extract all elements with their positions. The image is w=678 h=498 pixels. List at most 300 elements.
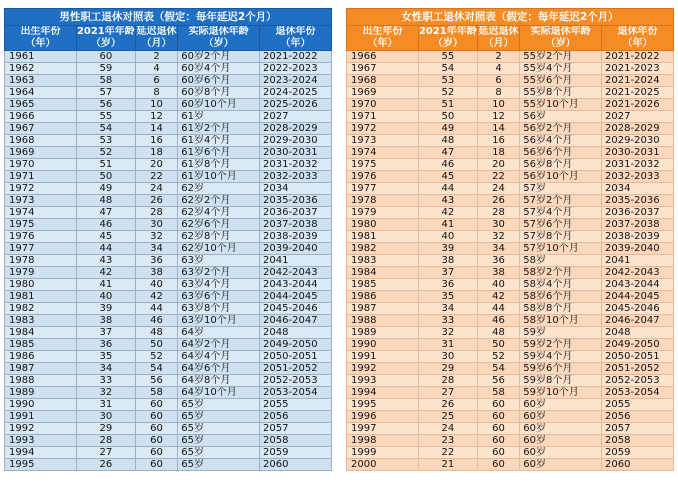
table-row (5, 303, 332, 315)
birth-year-cell: 1967 (347, 63, 419, 75)
table-row (5, 195, 332, 207)
table-row (347, 207, 674, 219)
delay-months-cell: 36 (477, 255, 520, 267)
table-row (5, 315, 332, 327)
actual-age-cell: 64岁10个月 (178, 387, 260, 399)
delay-months-cell: 26 (477, 195, 520, 207)
actual-age-cell: 64岁8个月 (178, 375, 260, 387)
age-2021-cell: 26 (76, 459, 135, 471)
birth-year-cell: 1985 (5, 339, 77, 351)
delay-months-cell: 22 (135, 171, 178, 183)
delay-months-cell: 48 (477, 327, 520, 339)
birth-year-cell: 1983 (347, 255, 419, 267)
actual-age-cell: 56岁2个月 (520, 123, 602, 135)
birth-year-cell: 1970 (5, 159, 77, 171)
retire-year-cell: 2053-2054 (260, 387, 332, 399)
table-row (5, 279, 332, 291)
table-row (347, 447, 674, 459)
age-2021-cell: 54 (418, 63, 477, 75)
age-2021-cell: 29 (418, 363, 477, 375)
table-row (347, 195, 674, 207)
actual-age-cell: 64岁 (178, 327, 260, 339)
table-row (347, 159, 674, 171)
table-row (5, 267, 332, 279)
table-row (5, 99, 332, 111)
age-2021-cell: 34 (418, 303, 477, 315)
delay-months-cell: 58 (135, 387, 178, 399)
age-2021-cell: 36 (76, 339, 135, 351)
delay-months-cell: 40 (135, 279, 178, 291)
col-header-age-2021: 2021年年龄 （岁） (76, 26, 135, 49)
birth-year-cell: 1975 (347, 159, 419, 171)
birth-year-cell: 1966 (5, 111, 77, 123)
birth-year-cell: 1992 (5, 423, 77, 435)
retire-year-cell: 2032-2033 (260, 171, 332, 183)
birth-year-cell: 1974 (5, 207, 77, 219)
delay-months-cell: 60 (477, 399, 520, 411)
delay-months-cell: 38 (477, 267, 520, 279)
delay-months-cell: 32 (477, 231, 520, 243)
delay-months-cell: 16 (477, 135, 520, 147)
table-row (347, 171, 674, 183)
age-2021-cell: 59 (76, 63, 135, 75)
actual-age-cell: 56岁8个月 (520, 159, 602, 171)
birth-year-cell: 1998 (347, 435, 419, 447)
actual-age-cell: 62岁8个月 (178, 231, 260, 243)
actual-age-cell: 62岁2个月 (178, 195, 260, 207)
retire-year-cell: 2021-2022 (260, 51, 332, 63)
table-row (347, 363, 674, 375)
actual-age-cell: 62岁4个月 (178, 207, 260, 219)
birth-year-cell: 1990 (347, 339, 419, 351)
birth-year-cell: 1970 (347, 99, 419, 111)
birth-year-cell: 1995 (5, 459, 77, 471)
retire-year-cell: 2034 (602, 183, 674, 195)
age-2021-cell: 46 (418, 159, 477, 171)
delay-months-cell: 60 (477, 435, 520, 447)
age-2021-cell: 27 (76, 447, 135, 459)
age-2021-cell: 26 (418, 399, 477, 411)
actual-age-cell: 65岁 (178, 423, 260, 435)
table-row (347, 243, 674, 255)
birth-year-cell: 1978 (347, 195, 419, 207)
actual-age-cell: 60岁 (520, 411, 602, 423)
retire-year-cell: 2053-2054 (602, 387, 674, 399)
retire-year-cell: 2059 (260, 447, 332, 459)
retire-year-cell: 2037-2038 (602, 219, 674, 231)
age-2021-cell: 44 (76, 243, 135, 255)
age-2021-cell: 40 (76, 291, 135, 303)
birth-year-cell: 1989 (5, 387, 77, 399)
retire-year-cell: 2050-2051 (602, 351, 674, 363)
birth-year-cell: 1972 (5, 183, 77, 195)
birth-year-cell: 1984 (5, 327, 77, 339)
retire-year-cell: 2021-2022 (602, 51, 674, 63)
table-row (347, 231, 674, 243)
actual-age-cell: 56岁 (520, 111, 602, 123)
age-2021-cell: 33 (418, 315, 477, 327)
retire-year-cell: 2028-2029 (602, 123, 674, 135)
table-row (347, 423, 674, 435)
retire-year-cell: 2056 (602, 411, 674, 423)
delay-months-cell: 54 (477, 363, 520, 375)
age-2021-cell: 36 (418, 279, 477, 291)
birth-year-cell: 1987 (347, 303, 419, 315)
birth-year-cell: 1969 (347, 87, 419, 99)
table-row (347, 99, 674, 111)
actual-age-cell: 62岁6个月 (178, 219, 260, 231)
delay-months-cell: 46 (477, 315, 520, 327)
age-2021-cell: 50 (418, 111, 477, 123)
birth-year-cell: 1995 (347, 399, 419, 411)
age-2021-cell: 34 (76, 363, 135, 375)
actual-age-cell: 60岁2个月 (178, 51, 260, 63)
age-2021-cell: 50 (76, 171, 135, 183)
birth-year-cell: 1978 (5, 255, 77, 267)
age-2021-cell: 30 (418, 351, 477, 363)
retire-year-cell: 2045-2046 (260, 303, 332, 315)
birth-year-cell: 1991 (5, 411, 77, 423)
retire-year-cell: 2038-2039 (260, 231, 332, 243)
birth-year-cell: 1985 (347, 279, 419, 291)
actual-age-cell: 63岁10个月 (178, 315, 260, 327)
age-2021-cell: 45 (418, 171, 477, 183)
delay-months-cell: 28 (135, 207, 178, 219)
actual-age-cell: 60岁 (520, 423, 602, 435)
delay-months-cell: 24 (477, 183, 520, 195)
actual-age-cell: 61岁4个月 (178, 135, 260, 147)
actual-age-cell: 57岁4个月 (520, 207, 602, 219)
table-row (5, 243, 332, 255)
retire-year-cell: 2021-2025 (602, 87, 674, 99)
actual-age-cell: 60岁8个月 (178, 87, 260, 99)
retire-year-cell: 2022-2023 (260, 63, 332, 75)
birth-year-cell: 1989 (347, 327, 419, 339)
retire-year-cell: 2046-2047 (602, 315, 674, 327)
actual-age-cell: 57岁6个月 (520, 219, 602, 231)
actual-age-cell: 59岁 (520, 327, 602, 339)
birth-year-cell: 1980 (347, 219, 419, 231)
age-2021-cell: 53 (76, 135, 135, 147)
birth-year-cell: 1971 (5, 171, 77, 183)
table-row (5, 327, 332, 339)
delay-months-cell: 44 (135, 303, 178, 315)
birth-year-cell: 1999 (347, 447, 419, 459)
table-row (5, 435, 332, 447)
birth-year-cell: 1980 (5, 279, 77, 291)
retire-year-cell: 2052-2053 (260, 375, 332, 387)
actual-age-cell: 57岁 (520, 183, 602, 195)
birth-year-cell: 2000 (347, 459, 419, 471)
actual-age-cell: 56岁10个月 (520, 171, 602, 183)
retire-year-cell: 2050-2051 (260, 351, 332, 363)
birth-year-cell: 1977 (5, 243, 77, 255)
age-2021-cell: 28 (76, 435, 135, 447)
female-retirement-table (346, 8, 674, 471)
male-table-body (5, 51, 332, 471)
retire-year-cell: 2060 (260, 459, 332, 471)
age-2021-cell: 38 (76, 315, 135, 327)
actual-age-cell: 60岁6个月 (178, 75, 260, 87)
actual-age-cell: 61岁 (178, 111, 260, 123)
age-2021-cell: 35 (418, 291, 477, 303)
table-row (5, 183, 332, 195)
retire-year-cell: 2027 (602, 111, 674, 123)
table-row (5, 135, 332, 147)
age-2021-cell: 56 (76, 99, 135, 111)
age-2021-cell: 49 (76, 183, 135, 195)
retire-year-cell: 2042-2043 (260, 267, 332, 279)
table-row (347, 411, 674, 423)
delay-months-cell: 42 (477, 291, 520, 303)
retire-year-cell: 2034 (260, 183, 332, 195)
table-row (5, 147, 332, 159)
delay-months-cell: 50 (135, 339, 178, 351)
delay-months-cell: 60 (135, 447, 178, 459)
delay-months-cell: 2 (135, 51, 178, 63)
delay-months-cell: 60 (477, 423, 520, 435)
age-2021-cell: 42 (76, 267, 135, 279)
age-2021-cell: 31 (418, 339, 477, 351)
age-2021-cell: 37 (418, 267, 477, 279)
col-header-retire-year: 退休年份 （年） (260, 26, 332, 51)
age-2021-cell: 49 (418, 123, 477, 135)
delay-months-cell: 58 (477, 387, 520, 399)
delay-months-cell: 18 (135, 147, 178, 159)
delay-months-cell: 26 (135, 195, 178, 207)
age-2021-cell: 38 (418, 255, 477, 267)
birth-year-cell: 1976 (347, 171, 419, 183)
actual-age-cell: 64岁4个月 (178, 351, 260, 363)
table-row (347, 51, 674, 63)
table-row (5, 171, 332, 183)
retire-year-cell: 2044-2045 (260, 291, 332, 303)
table-row (5, 399, 332, 411)
birth-year-cell: 1967 (5, 123, 77, 135)
retire-year-cell: 2055 (602, 399, 674, 411)
age-2021-cell: 43 (76, 255, 135, 267)
age-2021-cell: 39 (418, 243, 477, 255)
table-row (347, 459, 674, 471)
birth-year-cell: 1986 (5, 351, 77, 363)
delay-months-cell: 6 (477, 75, 520, 87)
retire-year-cell: 2045-2046 (602, 303, 674, 315)
delay-months-cell: 16 (135, 135, 178, 147)
table-row (347, 183, 674, 195)
table-row (347, 147, 674, 159)
actual-age-cell: 59岁10个月 (520, 387, 602, 399)
table-row (5, 423, 332, 435)
retire-year-cell: 2028-2029 (260, 123, 332, 135)
retire-year-cell: 2031-2032 (260, 159, 332, 171)
actual-age-cell: 59岁8个月 (520, 375, 602, 387)
birth-year-cell: 1964 (5, 87, 77, 99)
table-row (347, 351, 674, 363)
retire-year-cell: 2057 (260, 423, 332, 435)
birth-year-cell: 1981 (5, 291, 77, 303)
delay-months-cell: 60 (477, 411, 520, 423)
delay-months-cell: 36 (135, 255, 178, 267)
actual-age-cell: 57岁8个月 (520, 231, 602, 243)
delay-months-cell: 34 (477, 243, 520, 255)
delay-months-cell: 56 (135, 375, 178, 387)
birth-year-cell: 1979 (5, 267, 77, 279)
table-row (5, 447, 332, 459)
table-row (347, 135, 674, 147)
retire-year-cell: 2021-2026 (602, 99, 674, 111)
retire-year-cell: 2021-2024 (602, 75, 674, 87)
actual-age-cell: 55岁10个月 (520, 99, 602, 111)
delay-months-cell: 42 (135, 291, 178, 303)
actual-age-cell: 58岁 (520, 255, 602, 267)
birth-year-cell: 1973 (5, 195, 77, 207)
actual-age-cell: 58岁8个月 (520, 303, 602, 315)
age-2021-cell: 28 (418, 375, 477, 387)
delay-months-cell: 24 (135, 183, 178, 195)
actual-age-cell: 60岁 (520, 435, 602, 447)
actual-age-cell: 65岁 (178, 447, 260, 459)
table-row (347, 279, 674, 291)
birth-year-cell: 1969 (5, 147, 77, 159)
table-row (347, 387, 674, 399)
delay-months-cell: 46 (135, 315, 178, 327)
delay-months-cell: 60 (135, 435, 178, 447)
actual-age-cell: 58岁2个月 (520, 267, 602, 279)
actual-age-cell: 60岁 (520, 447, 602, 459)
male-retirement-table-panel (4, 8, 332, 471)
delay-months-cell: 60 (135, 411, 178, 423)
delay-months-cell: 12 (135, 111, 178, 123)
table-row (347, 375, 674, 387)
table-row (347, 267, 674, 279)
table-row (5, 63, 332, 75)
actual-age-cell: 65岁 (178, 399, 260, 411)
actual-age-cell: 57岁10个月 (520, 243, 602, 255)
retire-year-cell: 2030-2031 (602, 147, 674, 159)
actual-age-cell: 59岁4个月 (520, 351, 602, 363)
birth-year-cell: 1981 (347, 231, 419, 243)
col-header-delay-months: 延迟退休 （月） (136, 26, 177, 49)
delay-months-cell: 44 (477, 303, 520, 315)
birth-year-cell: 1966 (347, 51, 419, 63)
actual-age-cell: 58岁6个月 (520, 291, 602, 303)
delay-months-cell: 28 (477, 207, 520, 219)
age-2021-cell: 51 (76, 159, 135, 171)
age-2021-cell: 27 (418, 387, 477, 399)
actual-age-cell: 63岁2个月 (178, 267, 260, 279)
birth-year-cell: 1988 (5, 375, 77, 387)
table-row (347, 339, 674, 351)
retire-year-cell: 2060 (602, 459, 674, 471)
delay-months-cell: 30 (135, 219, 178, 231)
retire-year-cell: 2048 (602, 327, 674, 339)
actual-age-cell: 62岁 (178, 183, 260, 195)
actual-age-cell: 56岁4个月 (520, 135, 602, 147)
birth-year-cell: 1984 (347, 267, 419, 279)
age-2021-cell: 45 (76, 231, 135, 243)
retire-year-cell: 2023-2024 (260, 75, 332, 87)
delay-months-cell: 14 (135, 123, 178, 135)
actual-age-cell: 63岁 (178, 255, 260, 267)
age-2021-cell: 51 (418, 99, 477, 111)
table-row (5, 75, 332, 87)
retire-year-cell: 2039-2040 (602, 243, 674, 255)
col-header-age-2021: 2021年年龄 （岁） (418, 26, 477, 49)
table-row (347, 255, 674, 267)
retire-year-cell: 2032-2033 (602, 171, 674, 183)
retire-year-cell: 2029-2030 (602, 135, 674, 147)
retire-year-cell: 2036-2037 (260, 207, 332, 219)
age-2021-cell: 24 (418, 423, 477, 435)
retire-year-cell: 2051-2052 (602, 363, 674, 375)
retire-year-cell: 2037-2038 (260, 219, 332, 231)
delay-months-cell: 38 (135, 267, 178, 279)
retire-year-cell: 2041 (602, 255, 674, 267)
age-2021-cell: 30 (76, 411, 135, 423)
actual-age-cell: 65岁 (178, 435, 260, 447)
actual-age-cell: 55岁6个月 (520, 75, 602, 87)
actual-age-cell: 61岁2个月 (178, 123, 260, 135)
age-2021-cell: 40 (418, 231, 477, 243)
retire-year-cell: 2031-2032 (602, 159, 674, 171)
delay-months-cell: 54 (135, 363, 178, 375)
table-row (5, 375, 332, 387)
male-table-title: 男性职工退休对照表（假定：每年延迟2个月） (5, 9, 332, 26)
retire-year-cell: 2043-2044 (260, 279, 332, 291)
table-row (347, 399, 674, 411)
actual-age-cell: 56岁6个月 (520, 147, 602, 159)
birth-year-cell: 1991 (347, 351, 419, 363)
birth-year-cell: 1992 (347, 363, 419, 375)
actual-age-cell: 64岁6个月 (178, 363, 260, 375)
age-2021-cell: 31 (76, 399, 135, 411)
birth-year-cell: 1977 (347, 183, 419, 195)
table-row (5, 87, 332, 99)
birth-year-cell: 1962 (5, 63, 77, 75)
age-2021-cell: 29 (76, 423, 135, 435)
birth-year-cell: 1990 (5, 399, 77, 411)
retire-year-cell: 2029-2030 (260, 135, 332, 147)
table-row (5, 459, 332, 471)
actual-age-cell: 58岁10个月 (520, 315, 602, 327)
age-2021-cell: 41 (76, 279, 135, 291)
birth-year-cell: 1973 (347, 135, 419, 147)
retire-year-cell: 2039-2040 (260, 243, 332, 255)
birth-year-cell: 1986 (347, 291, 419, 303)
col-header-retire-year: 退休年份 （年） (602, 26, 674, 51)
table-row (5, 387, 332, 399)
age-2021-cell: 41 (418, 219, 477, 231)
birth-year-cell: 1965 (5, 99, 77, 111)
retire-year-cell: 2027 (260, 111, 332, 123)
actual-age-cell: 61岁10个月 (178, 171, 260, 183)
table-row (5, 111, 332, 123)
age-2021-cell: 39 (76, 303, 135, 315)
delay-months-cell: 8 (135, 87, 178, 99)
actual-age-cell: 62岁10个月 (178, 243, 260, 255)
age-2021-cell: 42 (418, 207, 477, 219)
delay-months-cell: 56 (477, 375, 520, 387)
delay-months-cell: 10 (477, 99, 520, 111)
table-row (5, 123, 332, 135)
actual-age-cell: 63岁8个月 (178, 303, 260, 315)
birth-year-cell: 1961 (5, 51, 77, 63)
retire-year-cell: 2051-2052 (260, 363, 332, 375)
actual-age-cell: 59岁2个月 (520, 339, 602, 351)
birth-year-cell: 1963 (5, 75, 77, 87)
birth-year-cell: 1987 (5, 363, 77, 375)
female-table-title: 女性职工退休对照表（假定：每年延迟2个月） (347, 9, 674, 26)
